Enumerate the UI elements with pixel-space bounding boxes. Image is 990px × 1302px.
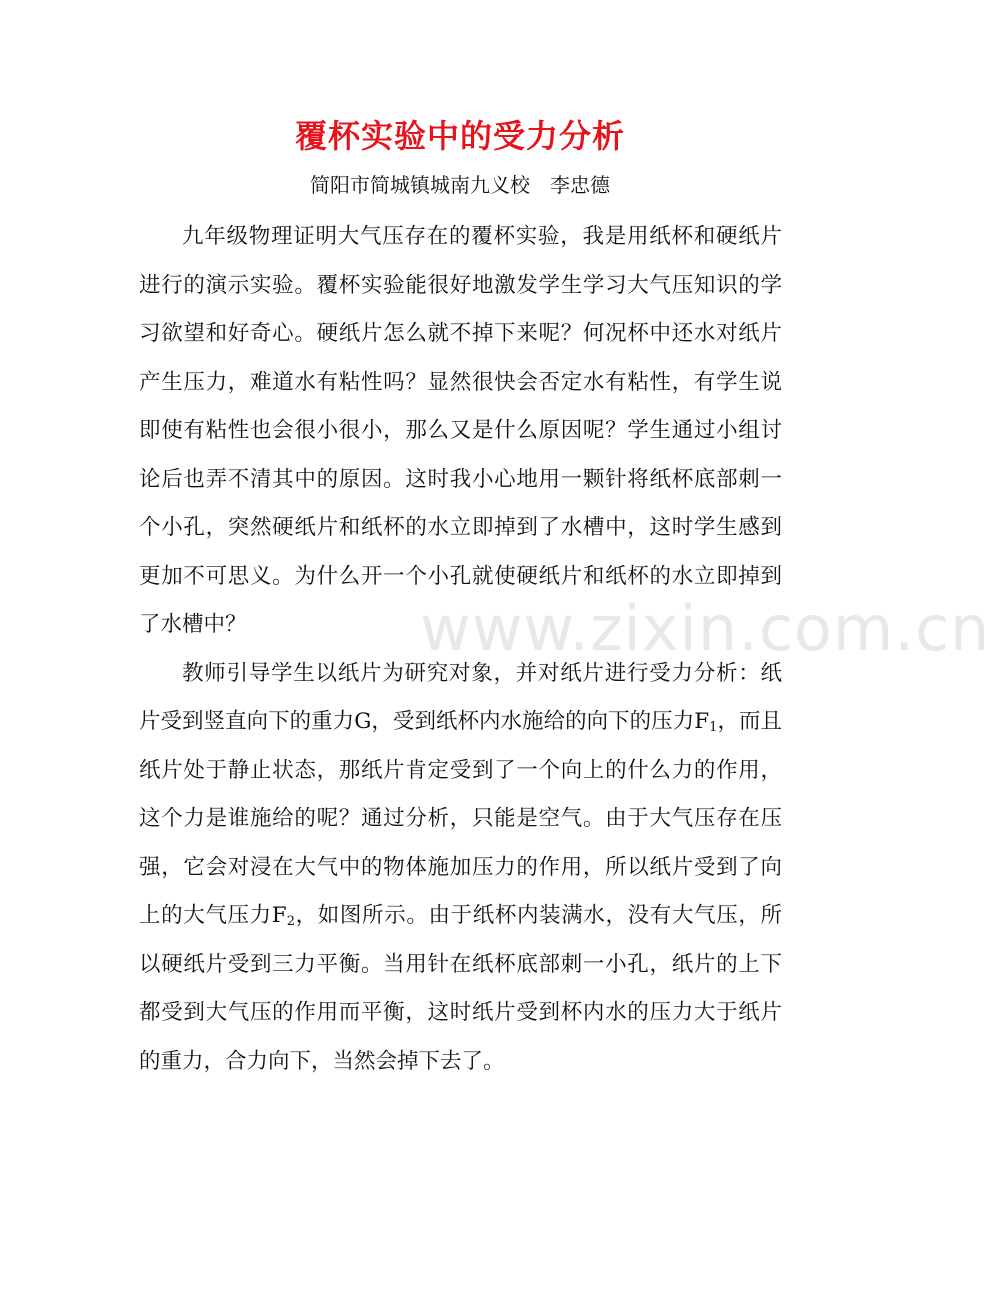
paragraph-2-text-a: 教师引导学生以纸片为研究对象，并对纸片进行受力分析：纸片受到竖直向下的重力G，受到纸杯内水施给的向下的压力F [139, 660, 782, 734]
watermark: www.zixin.com.cn [420, 592, 990, 665]
paragraph-2-text-c: ，如图所示。由于纸杯内装满水，没有大气压，所以硬纸片受到三力平衡。当用针在纸杯底部刺一小孔，纸片的上下都受到大气压的作用而平衡，这时纸片受到杯内水的压力大于纸片的重力，合力向下，当然会掉下去了。 [139, 903, 782, 1074]
subscript-2: 2 [286, 914, 296, 929]
paragraph-1: 九年级物理证明大气压存在的覆杯实验，我是用纸杯和硬纸片进行的演示实验。覆杯实验能很好地激发学生学习大气压知识的学习欲望和好奇心。硬纸片怎么就不掉下来呢？何况杯中还水对纸片产生压力，难道水有粘性吗？显然很快会否定水有粘性，有学生说即使有粘性也会很小很小，那么又是什么原因呢？学生通过小组讨论后也弄不清其中的原因。这时我小心地用一颗针将纸杯底部刺一个小孔，突然硬纸片和纸杯的水立即掉到了水槽中，这时学生感到更加不可思义。为什么开一个小孔就使硬纸片和纸杯的水立即掉到了水槽中？ [139, 224, 782, 637]
author-byline: 简阳市简城镇城南九义校 李忠德 [310, 173, 610, 197]
document-title: 覆杯实验中的受力分析 [294, 117, 625, 155]
paragraph-2-text-b: ，而且纸片处于静止状态，那纸片肯定受到了一个向上的什么力的作用，这个力是谁施给的呢？通过分析，只能是空气。由于大气压存在压强，它会对浸在大气中的物体施加压力的作用，所以纸片受到了向上的大气压力F [139, 709, 782, 928]
subscript-1: 1 [709, 720, 718, 735]
paragraph-2 [139, 650, 782, 1087]
document-body [139, 213, 782, 1086]
